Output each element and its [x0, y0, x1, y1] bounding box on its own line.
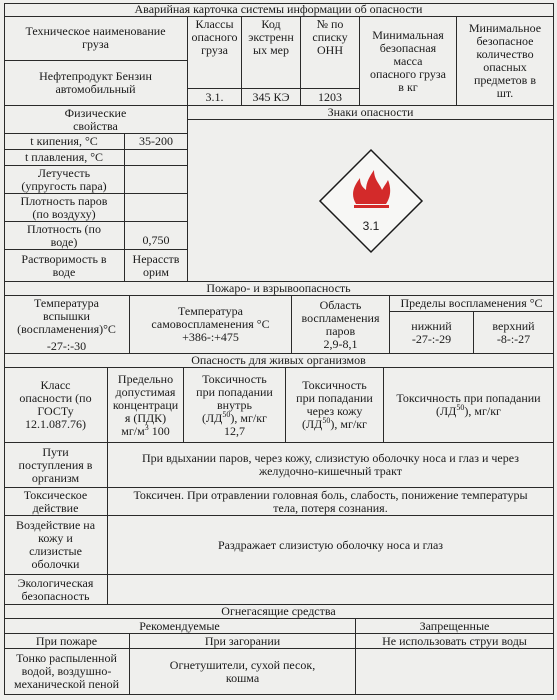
no-water-label: Не использовать струи воды	[356, 634, 554, 649]
life-header: Опасность для живых организмов	[4, 354, 554, 368]
ignition-limits-label: Пределы воспламенения °С	[390, 296, 554, 312]
toxicity-ingestion-label	[184, 368, 286, 443]
min-mass-label: Минимальная безопасная масса опасного груза в кг	[360, 17, 457, 106]
autoignition-title: Температура самовоспламенения °С	[151, 304, 270, 331]
class-value: 3.1.	[188, 89, 242, 106]
class-label: Классы опасного груза	[188, 17, 242, 89]
physical-value: 0,750	[125, 222, 188, 250]
prohibited-means	[356, 649, 554, 695]
ignition-means: Огнетушители, сухой песок, кошма	[130, 649, 356, 695]
ignition-area-value: 2,9-8,1	[323, 336, 358, 351]
emergency-code-label: Код экстренн ых мер	[242, 17, 301, 89]
placard-number: 3.1	[362, 218, 379, 233]
physical-label: Плотность (по воде)	[4, 222, 125, 250]
physical-label: Растворимость в воде	[4, 250, 125, 282]
lower-limit-value: -27-:-29	[411, 331, 452, 346]
signs-header: Знаки опасности	[188, 106, 554, 120]
physical-value: 35-200	[125, 134, 188, 150]
un-number-label: № по списку ОНН	[301, 17, 360, 89]
autoignition-value: +386-:+475	[182, 330, 239, 344]
flash-point-label: Температура вспышки (воспламенения)°С	[4, 296, 130, 339]
toxicity-skin-text: Токсичность при попадании через кожу (ЛД$^{50}$), мг/кг	[296, 378, 373, 431]
lower-limit	[390, 312, 474, 354]
min-quantity-label: Минимальное безопасное количество опасных предметов в шт.	[457, 17, 554, 106]
ignition-area-label	[292, 296, 390, 354]
toxicity-other-text: Токсичность при попадании (ЛД$^{50}$), мг/кг	[396, 391, 541, 418]
lower-limit-label: нижний	[411, 318, 452, 333]
flash-point-value: -27-:-30	[4, 339, 130, 354]
on-ignition-label: При загорании	[130, 634, 356, 649]
row-label: Токсическое действие	[4, 488, 108, 516]
physical-label: t кипения, °С	[4, 134, 125, 150]
row-text: Токсичен. При отравлении головная боль, слабость, понижение температуры тела, потеря сознания.	[108, 488, 554, 516]
signs-area	[188, 120, 554, 282]
physical-label: t плавления, °С	[4, 150, 125, 166]
physical-value: Нерасств орим	[125, 250, 188, 282]
recommended-label: Рекомендуемые	[4, 619, 356, 634]
card-title: Аварийная карточка системы информации об опасности	[4, 3, 554, 17]
upper-limit-label: верхний	[492, 318, 535, 333]
name-value: Нефтепродукт Бензин автомобильный	[4, 61, 188, 106]
prohibited-label: Запрещенные	[356, 619, 554, 634]
physical-header: Физические свойства	[4, 106, 188, 134]
physical-value	[125, 194, 188, 222]
row-label: Пути поступления в организм	[4, 443, 108, 488]
pdk-text: Предельно допустимая концентраци я (ПДК) $мг/м^3$ 100	[112, 371, 179, 438]
toxicity-other-label	[384, 368, 554, 443]
physical-value	[125, 150, 188, 166]
row-label: Воздействие на кожу и слизистые оболочки	[4, 516, 108, 575]
fire-means: Тонко распыленной водой, воздушно- механической пеной	[4, 649, 130, 695]
upper-limit-value: -8-:-27	[496, 331, 531, 346]
toxicity-ingestion-text: Токсичность при попадании внутрь (ЛД$^{50}$), мг/кг 12,7	[196, 371, 273, 438]
emergency-code-value: 345 КЭ	[242, 89, 301, 106]
upper-limit	[474, 312, 554, 354]
row-text	[108, 575, 554, 605]
physical-value	[125, 166, 188, 194]
on-fire-label: При пожаре	[4, 634, 130, 649]
row-text: Раздражает слизистую оболочку носа и глаз	[108, 516, 554, 575]
toxicity-skin-label	[286, 368, 384, 443]
fire-header: Пожаро- и взрывоопасность	[4, 282, 554, 296]
ignition-area-title: Область воспламенения паров	[301, 297, 380, 338]
flammable-placard-icon	[316, 146, 426, 256]
pdk-label	[108, 368, 184, 443]
row-text: При вдыхании паров, через кожу, слизистую оболочку носа и глаз и через желудочно-кишечный тракт	[108, 443, 554, 488]
un-number-value: 1203	[301, 89, 360, 106]
name-label: Техническое наименование груза	[4, 17, 188, 61]
physical-label: Плотность паров (по воздуху)	[4, 194, 125, 222]
physical-label: Летучесть (упругость пара)	[4, 166, 125, 194]
hazard-class-label: Класс опасности (по ГОСТу 12.1.087.76)	[4, 368, 108, 443]
row-label: Экологическая безопасность	[4, 575, 108, 605]
autoignition-label	[130, 296, 292, 354]
extinguish-header: Огнегасящие средства	[4, 605, 554, 619]
